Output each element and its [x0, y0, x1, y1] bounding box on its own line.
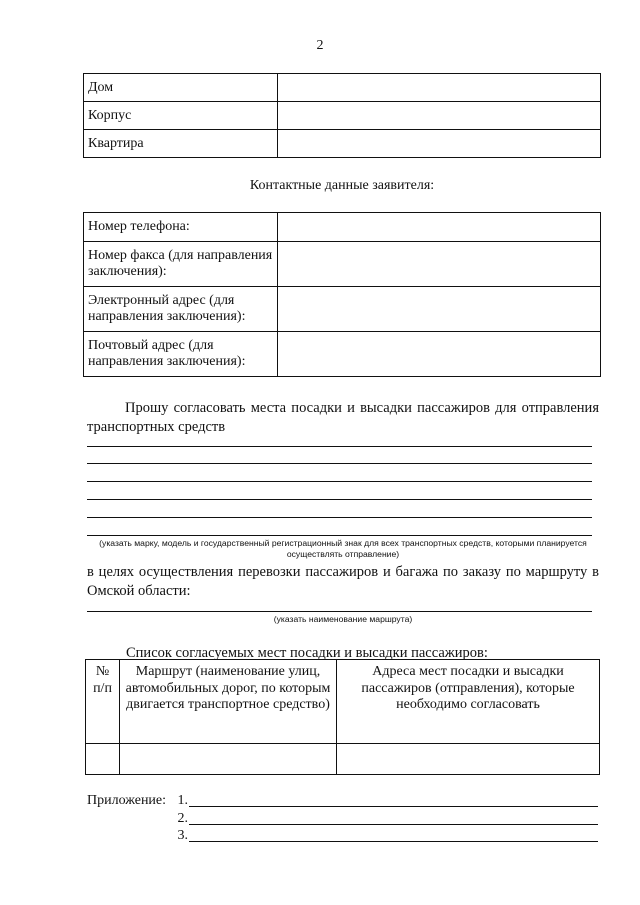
field-label: Корпус — [84, 102, 278, 130]
field-value-phone[interactable] — [278, 213, 601, 242]
attachment-fill-line[interactable] — [189, 806, 598, 807]
list-title: Список согласуемых мест посадки и высадки пассажиров: — [126, 645, 488, 661]
attachment-number: 3. — [177, 828, 188, 843]
field-label: Номер факса (для направления заключения): — [84, 242, 278, 287]
vehicles-fill-line[interactable] — [87, 499, 592, 500]
field-label: Квартира — [84, 130, 278, 158]
field-value-apartment[interactable] — [278, 130, 601, 158]
attachment-fill-line[interactable] — [189, 824, 598, 825]
route-caption: (указать наименование маршрута) — [273, 614, 413, 624]
table-cell[interactable] — [86, 744, 120, 775]
vehicles-caption: (указать марку, модель и государственный регистрационный знак для всех транспортных средств, которыми планируется осуществлять отправление) — [99, 538, 587, 559]
attachment-number: 2. — [177, 811, 188, 826]
table-row — [84, 130, 601, 158]
attachment-fill-line[interactable] — [189, 841, 598, 842]
field-value-email[interactable] — [278, 287, 601, 332]
contacts-title: Контактные данные заявителя: — [249, 178, 435, 193]
table-row — [84, 102, 601, 130]
vehicles-fill-line[interactable] — [87, 463, 592, 464]
stops-table — [85, 659, 600, 775]
table-row — [84, 213, 601, 242]
column-header-number: № п/п — [86, 660, 120, 744]
field-value-building[interactable] — [278, 102, 601, 130]
table-row — [84, 242, 601, 287]
vehicles-fill-line[interactable] — [87, 535, 592, 536]
page-number: 2 — [316, 38, 324, 53]
field-label: Дом — [84, 74, 278, 102]
field-value-postal[interactable] — [278, 332, 601, 377]
vehicles-fill-line[interactable] — [87, 481, 592, 482]
table-cell[interactable] — [120, 744, 337, 775]
field-label: Почтовый адрес (для направления заключения): — [84, 332, 278, 377]
vehicles-fill-line[interactable] — [87, 446, 592, 447]
purpose-paragraph: в целях осуществления перевозки пассажиров и багажа по заказу по маршруту в Омской области: — [87, 564, 599, 599]
table-row — [86, 744, 600, 775]
request-paragraph: Прошу согласовать места посадки и высадки пассажиров для отправления транспортных средств — [87, 400, 599, 435]
field-value-house[interactable] — [278, 74, 601, 102]
table-row — [84, 332, 601, 377]
field-value-fax[interactable] — [278, 242, 601, 287]
table-row — [84, 287, 601, 332]
column-header-addresses: Адреса мест посадки и высадки пассажиров (отправления), которые необходимо согласовать — [337, 660, 600, 744]
field-label: Электронный адрес (для направления заключения): — [84, 287, 278, 332]
field-label: Номер телефона: — [84, 213, 278, 242]
contacts-table — [83, 212, 601, 377]
vehicles-fill-line[interactable] — [87, 517, 592, 518]
table-cell[interactable] — [337, 744, 600, 775]
table-row — [84, 74, 601, 102]
route-fill-line[interactable] — [87, 611, 592, 612]
column-header-route: Маршрут (наименование улиц, автомобильных дорог, по которым двигается транспортное средство) — [120, 660, 337, 744]
attachment-number: 1. — [177, 793, 188, 808]
address-table — [83, 73, 601, 158]
table-header-row — [86, 660, 600, 744]
attachments-label: Приложение: — [87, 793, 167, 808]
